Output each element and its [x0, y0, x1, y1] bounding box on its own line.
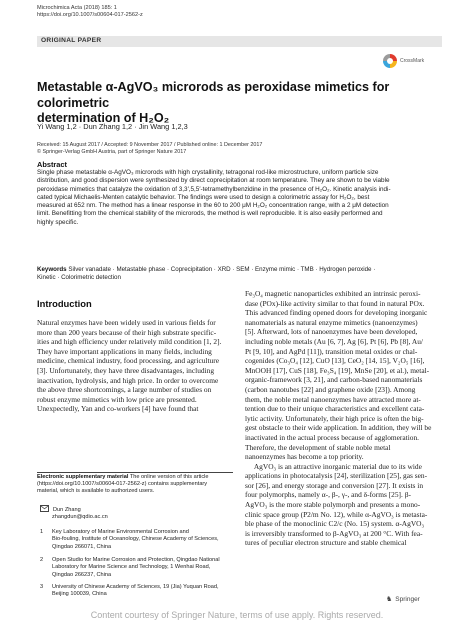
- body-line: [3]. Unfortunately, they have three disadvantages, including: [37, 365, 215, 375]
- publication-history: [37, 142, 262, 157]
- abstract-line: measured at 652 nm. The method has a linear response in the 60 to 200 μM H₂O₂ concentration range, with a 2 μM detection: [37, 202, 389, 210]
- body-line: the above three shortcomings, a large number of studies on: [37, 385, 212, 395]
- keywords-line: Silver vanadate · Metastable phase · Coprecipitation · XRD · SEM · Enzyme mimic · TMB · Hydrogen peroxide ·: [68, 266, 376, 273]
- body-line: AgVO₃ is the more stable polymorph and presents a mono-: [245, 500, 421, 510]
- chess-knight-icon: ♞: [386, 596, 393, 603]
- right-column-body: [245, 289, 442, 548]
- body-line: nanoenzymes has become a top priority.: [245, 452, 364, 462]
- affiliation-line: Open Studio for Marine Corrosion and Protection, Qingdao National: [52, 557, 220, 563]
- paper-title: [37, 80, 397, 127]
- body-line: ities and high efficiency under relatively mild condition [1, 2].: [37, 337, 222, 347]
- body-line: four polymorphs, namely α-, β-, γ-, and δ-forms [25]. β-: [245, 490, 411, 500]
- corresponding-email[interactable]: zhangdun@qdio.ac.cn: [52, 514, 108, 521]
- esm-label: Electronic supplementary material: [37, 474, 129, 480]
- body-line: [5]. Afterward, lots of nanoenzymes have been developed,: [245, 327, 418, 337]
- body-line: is irreversibly transformed to β-AgVO₃ at 200 °C. With fea-: [245, 528, 423, 538]
- keywords-line: Kinetic · Colorimetric detection: [37, 274, 121, 282]
- body-line: tures of peculiar electron structure and stable chemical: [245, 538, 407, 548]
- affiliation-line: Qingdao 266071, China: [52, 543, 112, 550]
- affiliation: [40, 529, 230, 553]
- body-line: more than 200 years because of their high substrate specific-: [37, 327, 217, 337]
- abstract-line: cated typical Michaelis-Menten catalytic behavior. The findings were used to design a colorimetric assay for H₂O₂, best: [37, 193, 370, 201]
- body-line: Unexpectedly, Yan and co-workers [4] have found that: [37, 404, 199, 414]
- publisher-logo: [386, 595, 420, 603]
- affiliation-line: University of Chinese Academy of Sciences, 19 (Jia) Yuquan Road,: [52, 584, 219, 590]
- body-line: applications in photocatalysis [24], sterilization [25], gas sen-: [245, 471, 428, 481]
- affiliation: [40, 557, 230, 581]
- body-line: Fe₃O₄ magnetic nanoparticles exhibited an intrinsic peroxi-: [245, 289, 421, 298]
- introduction-heading: Introduction: [37, 298, 92, 309]
- supplementary-note: [37, 474, 233, 496]
- esm-text: The online version of this article: [128, 474, 209, 480]
- body-line: (carbon nanotubes [22] and graphene oxide [23]). Among: [245, 384, 416, 394]
- corresponding-name: Dun Zhang: [53, 507, 81, 513]
- body-line: them, the noble metal nanoenzymes have attracted more at-: [245, 394, 421, 404]
- author-list: Yi Wang 1,2 · Dun Zhang 1,2 · Jin Wang 1,2,3: [37, 122, 188, 131]
- body-line: MnOOH [17], CuS [18], Fe₃S₄ [19], MnSe [20], et al.), metal-: [245, 365, 430, 375]
- body-line: inactivated in the actual process because of agglomeration.: [245, 432, 420, 442]
- abstract-line: limit. Benefitting from the chemical stability of the microrods, the method is well reproducible. It is also easily performed and: [37, 210, 383, 218]
- abstract-line: distribution, and good dispersion were synthesized by direct coprecipitation at room temperature. They are shown to be viable: [37, 177, 390, 185]
- keywords: [37, 266, 442, 282]
- body-line: Natural enzymes have been widely used in various fields for: [37, 318, 216, 327]
- envelope-icon: [40, 505, 49, 512]
- journal-header: [37, 5, 143, 20]
- affiliation-line: Laboratory for Marine Science and Technology, 1 Wenhai Road,: [52, 564, 211, 571]
- body-line: AgVO₃ is an attractive inorganic material due to its wide: [245, 461, 422, 471]
- affiliation-line: Qingdao 266237, China: [52, 571, 112, 578]
- body-line: medicine, chemical industry, food processing, and agriculture: [37, 356, 219, 366]
- body-line: lytic activity. Unfortunately, their high price is often the big-: [245, 413, 424, 423]
- body-line: They have important applications in many fields, including: [37, 346, 212, 356]
- left-column-body: [37, 318, 233, 414]
- body-line: cogenides (Co₃O₄ [12], CuO [13], CeO₂ [14, 15], V₂O₅ [16],: [245, 356, 425, 366]
- crossmark-label: CrossMark: [400, 58, 425, 64]
- body-line: dase (POx)-like activity similar to that found in natural POx.: [245, 298, 425, 308]
- body-line: inactivation, hydrolysis, and high price. In order to overcome: [37, 375, 219, 385]
- affiliation-number: 3: [40, 584, 44, 590]
- body-line: This advanced finding opened doors for developing inorganic: [245, 308, 428, 318]
- journal-citation: Microchimica Acta (2018) 185: 1: [37, 5, 117, 11]
- abstract-line: highly specific.: [37, 218, 79, 226]
- body-line: gest obstacle to their wide application. In addition, they will be: [245, 423, 432, 433]
- esm-link[interactable]: (https://doi.org/10.1007/s00604-017-2562-z) contains supplementary: [37, 481, 208, 488]
- abstract-line: Single phase metastable α-AgVO₃ microrods with high crystallinity, tetragonal rod-like microstructure, uniform particle size: [37, 169, 379, 176]
- affiliation-line: Bio-fouling, Institute of Oceanology, Chinese Academy of Sciences,: [52, 536, 219, 543]
- body-line: Pt [9, 10], and AgPd [11]), transition metal oxides or chal-: [245, 346, 418, 356]
- abstract-heading: Abstract: [37, 160, 67, 169]
- courtesy-watermark: Content courtesy of Springer Nature, terms of use apply. Rights reserved.: [90, 610, 384, 620]
- crossmark-badge[interactable]: [383, 50, 443, 72]
- affiliation: [40, 584, 230, 600]
- paper-type-label: ORIGINAL PAPER: [41, 37, 102, 44]
- esm-text: material, which is available to authorized users.: [37, 488, 155, 495]
- publisher-name: Springer: [395, 595, 420, 603]
- body-line: including noble metals (Au [6, 7], Ag [6], Pt [6], Pb [8], Au/: [245, 336, 423, 346]
- affiliation-line: Beijing 100039, China: [52, 591, 107, 598]
- title-line: Metastable α-AgVO₃ microrods as peroxidase mimetics for colorimetric: [37, 80, 390, 110]
- affiliation-number: 1: [40, 529, 44, 535]
- body-line: tention due to their unique characteristics and excellent cata-: [245, 404, 425, 414]
- abstract-body: [37, 169, 442, 227]
- body-line: robust enzyme mimetics with low price are presented.: [37, 394, 197, 404]
- body-line: nanomaterials as natural enzyme mimetics (nanoenzymes): [245, 317, 418, 327]
- crossmark-icon: [383, 54, 397, 68]
- body-line: ble phase of the monoclinic C2/c (No. 15) system. α-AgVO₃: [245, 519, 425, 529]
- body-line: Therefore, the development of stable noble metal: [245, 442, 391, 452]
- copyright-notice: © Springer-Verlag GmbH Austria, part of Springer Nature 2017: [37, 149, 187, 156]
- abstract-line: peroxidase mimetics that catalyze the oxidation of 3,3′,5,5′-tetramethylbenzidine in the presence of H₂O₂. Kinetic analysis indi-: [37, 185, 391, 193]
- footnote-divider: [37, 472, 233, 473]
- keywords-label: Keywords: [37, 266, 67, 273]
- body-line: clinic space group (P2/m No. 12), while α-AgVO₃ is metasta-: [245, 509, 428, 519]
- title-line: determination of H₂O₂: [37, 111, 170, 125]
- affiliation-line: Key Laboratory of Marine Environmental Corrosion and: [52, 529, 189, 535]
- body-line: organic-framework [3, 21], and carbon-based nanomaterials: [245, 375, 423, 385]
- affiliation-number: 2: [40, 557, 44, 563]
- received-dates: Received: 15 August 2017 / Accepted: 9 November 2017 / Published online: 1 December 2017: [37, 142, 263, 148]
- corresponding-author: [40, 504, 108, 522]
- body-line: sor [26], and energy storage and conversion [27]. It exists in: [245, 480, 424, 490]
- doi-link[interactable]: https://doi.org/10.1007/s00604-017-2562-z: [37, 12, 143, 19]
